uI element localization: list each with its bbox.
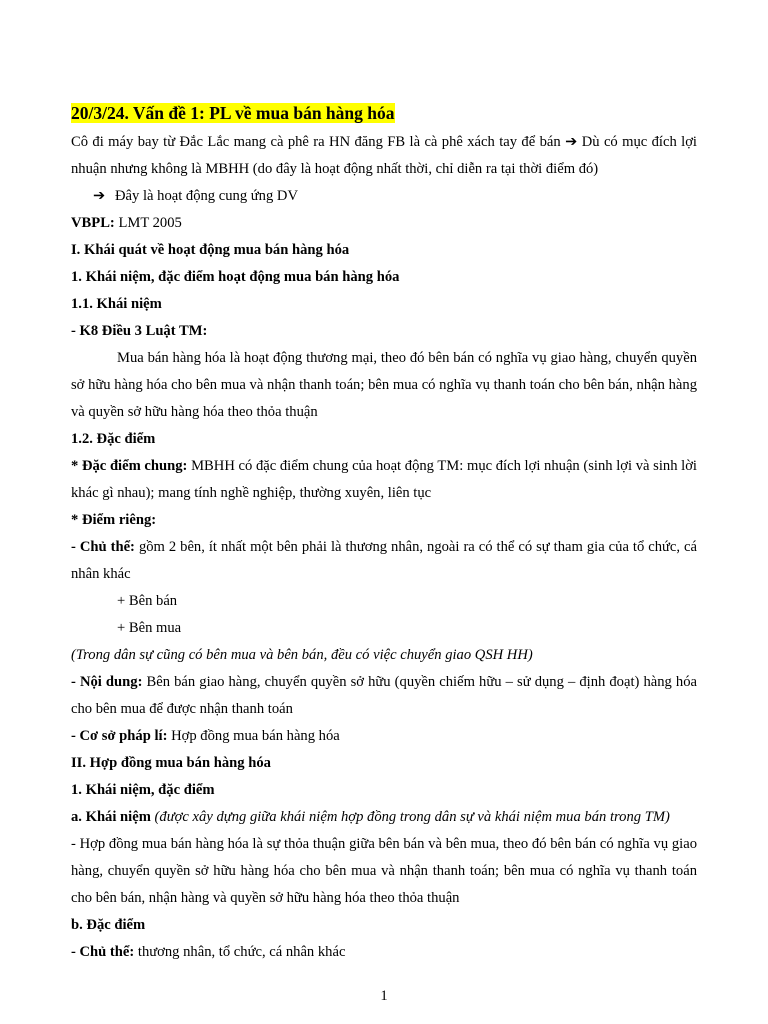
section1-sub1: 1. Khái niệm, đặc điểm hoạt động mua bán hàng hóa	[71, 268, 400, 285]
section2-sub1: 1. Khái niệm, đặc điểm	[71, 781, 215, 798]
document-title: 20/3/24. Vấn đề 1: PL về mua bán hàng hóa	[71, 102, 395, 123]
section1-heading: I. Khái quát về hoạt động mua bán hàng hóa	[71, 241, 350, 258]
page-number: 1	[380, 988, 388, 1004]
content-paragraph: - Nội dung: Bên bán giao hàng, chuyển quyền sở hữu (quyền chiếm hữu – sử dụng – định đoạt) hàng hóa cho bên mua để được nhận thanh toán	[71, 673, 697, 717]
seller-item: + Bên bán	[117, 592, 178, 609]
conclusion-line: ➔ Đây là hoạt động cung ứng DV	[71, 183, 697, 210]
feature-heading: b. Đặc điểm	[71, 916, 146, 933]
vbpl-line: VBPL: LMT 2005	[71, 214, 182, 231]
intro-paragraph: Cô đi máy bay từ Đắc Lắc mang cà phê ra HN đăng FB là cà phê xách tay để bán ➔ Dù có mục đích lợi nhuận nhưng không là MBHH (do đây là hoạt động nhất thời, chỉ diễn ra tại thời điểm đó)	[71, 133, 697, 177]
civil-note: (Trong dân sự cũng có bên mua và bên bán, đều có việc chuyển giao QSH HH)	[71, 646, 533, 663]
document-page	[71, 84, 697, 966]
concept-line: a. Khái niệm (được xây dựng giữa khái niệm hợp đồng trong dân sự và khái niệm mua bán trong TM)	[71, 808, 670, 825]
contract-definition-paragraph: - Hợp đồng mua bán hàng hóa là sự thỏa thuận giữa bên bán và bên mua, theo đó bên bán có nghĩa vụ giao hàng, chuyển quyền sở hữu hàng hóa cho bên mua và nhận thanh toán; bên mua có nghĩa vụ thanh toán cho bên bán, nhận hàng và quyền sở hữu hàng hóa theo thỏa thuận	[71, 835, 697, 906]
k8-reference: - K8 Điều 3 Luật TM:	[71, 322, 208, 339]
arrow-right-icon: ➔	[565, 133, 578, 150]
subject-paragraph: - Chủ thể: gồm 2 bên, ít nhất một bên phải là thương nhân, ngoài ra có thể có sự tham gia của tổ chức, cá nhân khác	[71, 538, 698, 582]
private-feature-heading: * Điểm riêng:	[71, 511, 157, 528]
buyer-item: + Bên mua	[117, 619, 182, 636]
definition-paragraph: Mua bán hàng hóa là hoạt động thương mại, theo đó bên bán có nghĩa vụ giao hàng, chuyển quyền sở hữu hàng hóa cho bên mua và nhận thanh toán; bên mua có nghĩa vụ thanh toán cho bên bán, nhận hàng và quyền sở hữu hàng hóa theo thỏa thuận	[71, 349, 697, 420]
arrow-right-icon: ➔	[93, 187, 106, 204]
section2-heading: II. Hợp đồng mua bán hàng hóa	[71, 754, 271, 771]
section1-sub12: 1.2. Đặc điểm	[71, 430, 156, 447]
general-feature-paragraph: * Đặc điểm chung: MBHH có đặc điểm chung của hoạt động TM: mục đích lợi nhuận (sinh lợi và sinh lời khác gì nhau); mang tính nghề nghiệp, thường xuyên, liên tục	[71, 457, 697, 501]
contract-subject-line: - Chủ thể: thương nhân, tổ chức, cá nhân khác	[71, 943, 346, 960]
section1-sub11: 1.1. Khái niệm	[71, 295, 162, 312]
legal-basis-line: - Cơ sở pháp lí: Hợp đồng mua bán hàng hóa	[71, 727, 340, 744]
